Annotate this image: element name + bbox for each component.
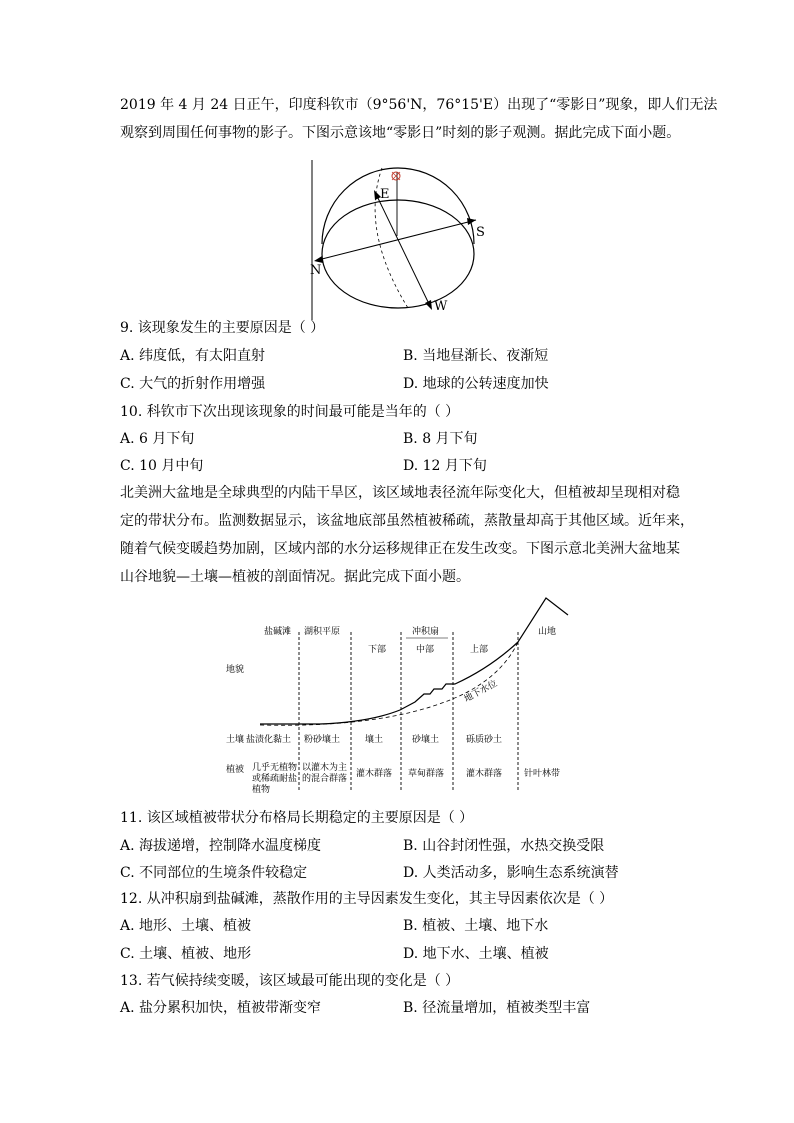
- basin-profile-figure: [220, 590, 580, 800]
- q11-option-b: B. 山谷封闭性强，水热交换受限: [403, 838, 605, 854]
- water-table-label: 地下水位: [462, 678, 500, 705]
- veg-5: 灌木群落: [466, 769, 503, 779]
- zero-shadow-sphere-figure: [300, 150, 500, 320]
- q12-option-d: D. 地下水、土壤、植被: [403, 946, 549, 962]
- q9-stem: 9. 该现象发生的主要原因是（ ）: [120, 320, 325, 336]
- label-w: W: [434, 299, 448, 314]
- q11-option-a: A. 海拔递增，控制降水温度梯度: [120, 838, 322, 854]
- q12-option-c: C. 土壤、植被、地形: [120, 946, 252, 962]
- row-title-vegetation: 植被: [226, 765, 245, 775]
- veg-2-line1: 以灌木为主: [302, 763, 348, 773]
- row-title-soil: 土壤: [226, 735, 245, 745]
- zone-middle: 中部: [416, 645, 435, 655]
- q9-option-b: B. 当地昼渐长、夜渐短: [403, 348, 549, 364]
- intro1-line1: 2019 年 4 月 24 日正午，印度科钦市（9°56'N，76°15'E）出现了“零影日”现象，即人们无法: [120, 97, 718, 113]
- veg-1-line1: 几乎无植物: [252, 763, 298, 773]
- q10-option-a: A. 6 月下旬: [120, 431, 195, 447]
- zone-lake-plain: 湖积平原: [304, 627, 341, 637]
- zone-lower: 下部: [368, 645, 387, 655]
- q13-stem: 13. 若气候持续变暖，该区域最可能出现的变化是（ ）: [120, 973, 460, 989]
- veg-2-line2: 的混合群落: [302, 774, 348, 784]
- intro2-line3: 随着气候变暖趋势加剧，区域内部的水分运移规律正在发生改变。下图示意北美洲大盆地某: [120, 541, 680, 557]
- q11-stem: 11. 该区域植被带状分布格局长期稳定的主要原因是（ ）: [120, 810, 474, 826]
- soil-4: 砂壤土: [412, 735, 440, 745]
- soil-2: 粉砂壤土: [304, 735, 341, 745]
- veg-3: 灌木群落: [356, 769, 393, 779]
- q13-option-a: A. 盐分累积加快，植被带渐变窄: [120, 1000, 322, 1016]
- zone-upper: 上部: [470, 645, 489, 655]
- q10-option-d: D. 12 月下旬: [403, 458, 487, 474]
- zone-alluvial-fan: 冲积扇: [412, 627, 440, 637]
- q9-option-d: D. 地球的公转速度加快: [403, 376, 549, 392]
- veg-1-line2: 或稀疏耐盐: [252, 774, 298, 784]
- q13-option-b: B. 径流量增加，植被类型丰富: [403, 1000, 591, 1016]
- label-e: E: [380, 187, 390, 202]
- q12-stem: 12. 从冲积扇到盐碱滩，蒸散作用的主导因素发生变化，其主导因素依次是（ ）: [120, 891, 614, 907]
- q10-stem: 10. 科钦市下次出现该现象的时间最可能是当年的（ ）: [120, 404, 460, 420]
- soil-1: 盐渍化黏土: [246, 735, 292, 745]
- q10-option-c: C. 10 月中旬: [120, 458, 204, 474]
- label-s: S: [476, 225, 485, 240]
- zone-mountain: 山地: [538, 627, 557, 637]
- label-n: N: [310, 263, 322, 278]
- soil-3: 壤土: [365, 735, 384, 745]
- intro2-line2: 定的带状分布。监测数据显示，该盆地底部虽然植被稀疏，蒸散量却高于其他区域。近年来，: [120, 513, 694, 529]
- soil-5: 砾质砂土: [466, 735, 503, 745]
- q9-option-a: A. 纬度低，有太阳直射: [120, 348, 266, 364]
- q11-option-c: C. 不同部位的生境条件较稳定: [120, 865, 308, 881]
- zone-salt-flat: 盐碱滩: [264, 627, 292, 637]
- intro2-line1: 北美洲大盆地是全球典型的内陆干旱区，该区域地表径流年际变化大，但植被却呈现相对稳: [120, 485, 680, 501]
- q10-option-b: B. 8 月下旬: [403, 431, 478, 447]
- intro1-line2: 观察到周围任何事物的影子。下图示意该地“零影日”时刻的影子观测。据此完成下面小题。: [120, 125, 681, 141]
- veg-6: 针叶林带: [524, 769, 561, 779]
- intro2-line4: 山谷地貌—土壤—植被的剖面情况。据此完成下面小题。: [120, 569, 470, 585]
- q9-option-c: C. 大气的折射作用增强: [120, 376, 266, 392]
- veg-1-line3: 植物: [252, 785, 271, 795]
- q11-option-d: D. 人类活动多，影响生态系统演替: [403, 865, 619, 881]
- q12-option-a: A. 地形、土壤、植被: [120, 918, 252, 934]
- row-title-landform: 地貌: [226, 665, 245, 675]
- veg-4: 草甸群落: [408, 769, 445, 779]
- q12-option-b: B. 植被、土壤、地下水: [403, 918, 549, 934]
